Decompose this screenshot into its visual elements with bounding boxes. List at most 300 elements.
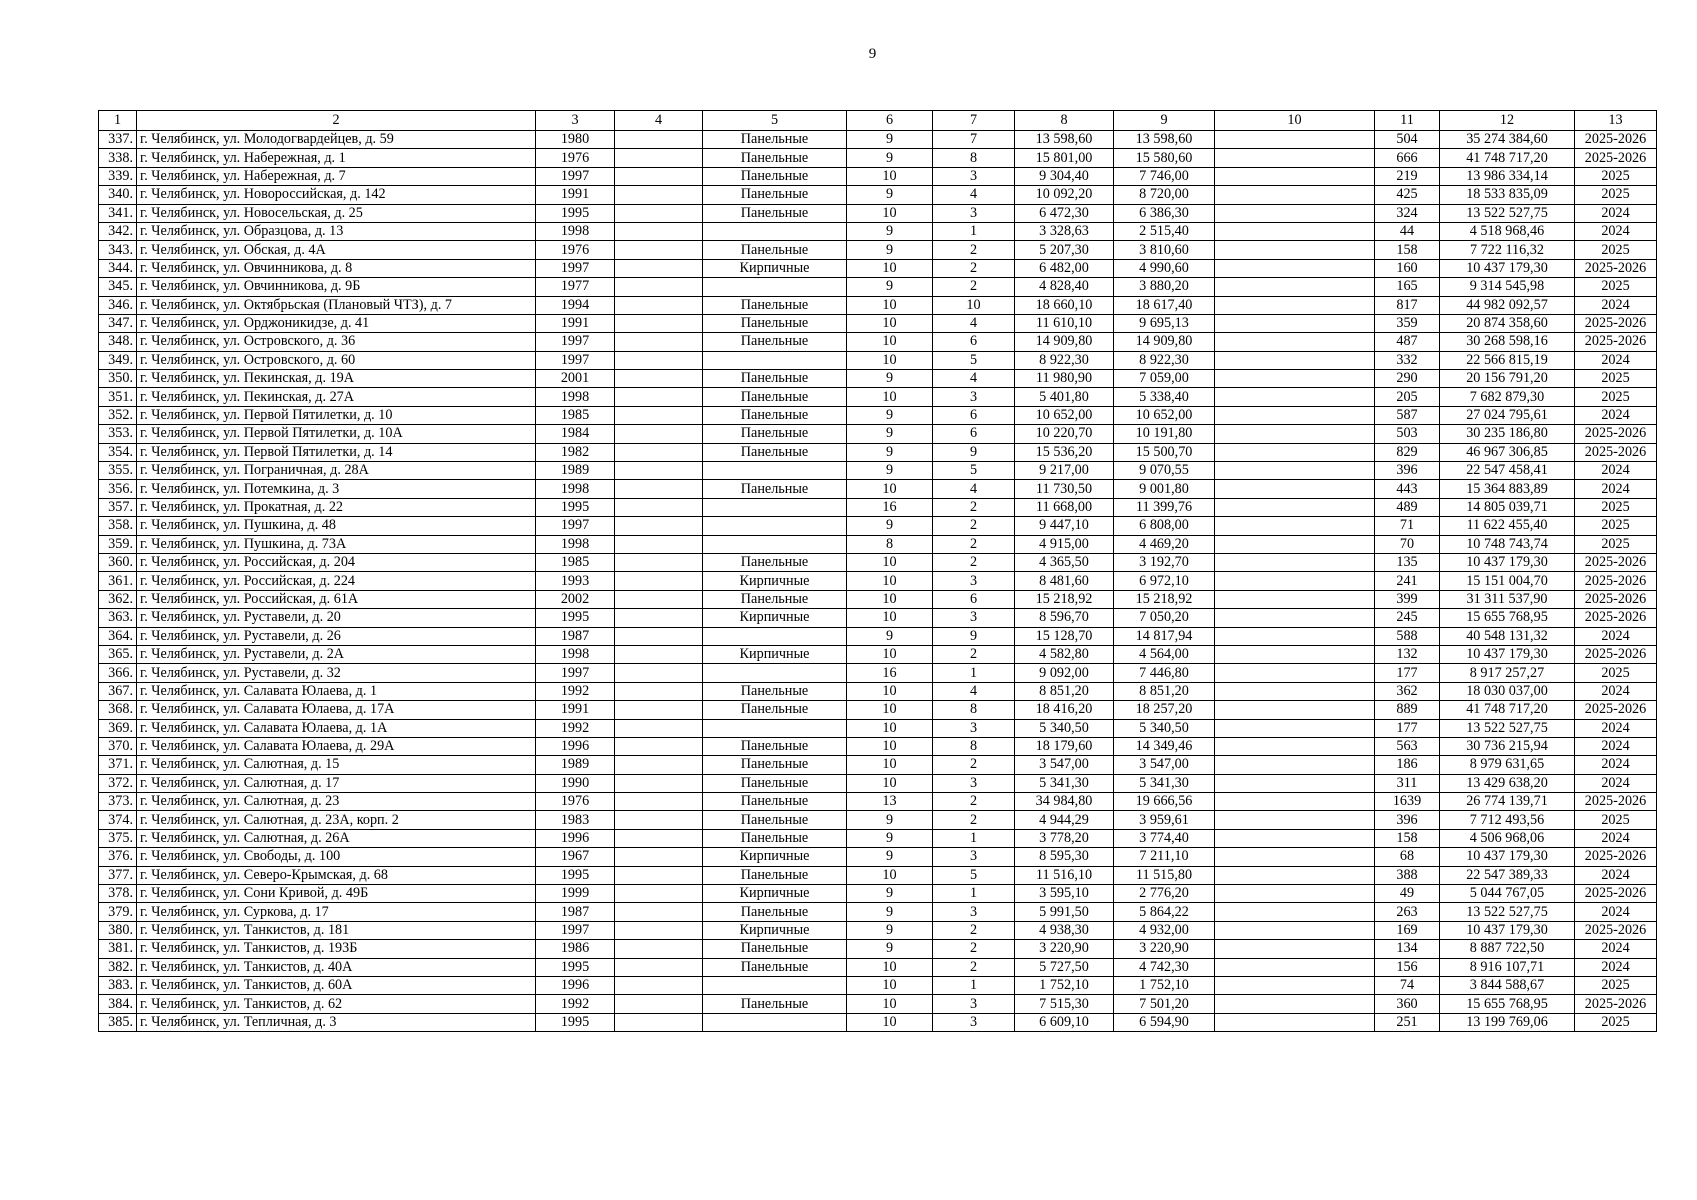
column-header-2: 2: [137, 111, 536, 131]
address-cell: г. Челябинск, ул. Потемкина, д. 3: [137, 480, 536, 498]
col-10-cell: [1215, 351, 1375, 369]
repair-cost-cell: 31 311 537,90: [1440, 590, 1575, 608]
residents-cell: 186: [1375, 756, 1440, 774]
residents-cell: 160: [1375, 259, 1440, 277]
living-area-cell: 8 851,20: [1114, 682, 1215, 700]
col-10-cell: [1215, 627, 1375, 645]
floors-cell: 10: [847, 609, 933, 627]
col-4-cell: [615, 370, 703, 388]
living-area-cell: 3 880,20: [1114, 278, 1215, 296]
row-number-cell: 366.: [99, 664, 137, 682]
repair-cost-cell: 15 655 768,95: [1440, 609, 1575, 627]
total-area-cell: 10 652,00: [1015, 406, 1114, 424]
residents-cell: 362: [1375, 682, 1440, 700]
row-number-cell: 346.: [99, 296, 137, 314]
floors-cell: 9: [847, 222, 933, 240]
wall-material-cell: [703, 222, 847, 240]
row-number-cell: 372.: [99, 774, 137, 792]
living-area-cell: 5 340,50: [1114, 719, 1215, 737]
row-number-cell: 376.: [99, 848, 137, 866]
table-row: [99, 976, 1657, 994]
floors-cell: 9: [847, 149, 933, 167]
total-area-cell: 1 752,10: [1015, 976, 1114, 994]
repair-period-cell: 2025-2026: [1575, 645, 1657, 663]
floors-cell: 9: [847, 940, 933, 958]
repair-period-cell: 2025-2026: [1575, 149, 1657, 167]
total-area-cell: 9 092,00: [1015, 664, 1114, 682]
living-area-cell: 14 909,80: [1114, 333, 1215, 351]
residents-cell: 503: [1375, 425, 1440, 443]
address-cell: г. Челябинск, ул. Сони Кривой, д. 49Б: [137, 885, 536, 903]
living-area-cell: 3 192,70: [1114, 553, 1215, 571]
repair-cost-cell: 13 522 527,75: [1440, 903, 1575, 921]
table-row: [99, 572, 1657, 590]
residents-cell: 1639: [1375, 793, 1440, 811]
repair-cost-cell: 10 437 179,30: [1440, 553, 1575, 571]
residents-cell: 311: [1375, 774, 1440, 792]
living-area-cell: 4 564,00: [1114, 645, 1215, 663]
col-4-cell: [615, 774, 703, 792]
row-number-cell: 338.: [99, 149, 137, 167]
total-area-cell: 3 328,63: [1015, 222, 1114, 240]
address-cell: г. Челябинск, ул. Суркова, д. 17: [137, 903, 536, 921]
repair-cost-cell: 15 151 004,70: [1440, 572, 1575, 590]
table-row: [99, 278, 1657, 296]
col-4-cell: [615, 609, 703, 627]
entrances-cell: 2: [933, 958, 1015, 976]
row-number-cell: 342.: [99, 222, 137, 240]
build-year-cell: 1996: [536, 976, 615, 994]
col-4-cell: [615, 259, 703, 277]
build-year-cell: 1995: [536, 498, 615, 516]
address-cell: г. Челябинск, ул. Пекинская, д. 19А: [137, 370, 536, 388]
address-cell: г. Челябинск, ул. Овчинникова, д. 9Б: [137, 278, 536, 296]
living-area-cell: 15 500,70: [1114, 443, 1215, 461]
wall-material-cell: Панельные: [703, 829, 847, 847]
col-10-cell: [1215, 737, 1375, 755]
living-area-cell: 8 720,00: [1114, 186, 1215, 204]
total-area-cell: 15 128,70: [1015, 627, 1114, 645]
repair-cost-cell: 30 268 598,16: [1440, 333, 1575, 351]
repair-cost-cell: 27 024 795,61: [1440, 406, 1575, 424]
row-number-cell: 374.: [99, 811, 137, 829]
residents-cell: 135: [1375, 553, 1440, 571]
col-4-cell: [615, 829, 703, 847]
floors-cell: 10: [847, 167, 933, 185]
living-area-cell: 11 399,76: [1114, 498, 1215, 516]
row-number-cell: 371.: [99, 756, 137, 774]
total-area-cell: 4 365,50: [1015, 553, 1114, 571]
col-4-cell: [615, 940, 703, 958]
col-4-cell: [615, 793, 703, 811]
table-row: [99, 811, 1657, 829]
column-header-10: 10: [1215, 111, 1375, 131]
col-10-cell: [1215, 498, 1375, 516]
column-header-1: 1: [99, 111, 137, 131]
col-10-cell: [1215, 204, 1375, 222]
entrances-cell: 1: [933, 976, 1015, 994]
col-10-cell: [1215, 645, 1375, 663]
col-4-cell: [615, 811, 703, 829]
column-header-6: 6: [847, 111, 933, 131]
floors-cell: 10: [847, 572, 933, 590]
entrances-cell: 3: [933, 204, 1015, 222]
address-cell: г. Челябинск, ул. Танкистов, д. 181: [137, 921, 536, 939]
row-number-cell: 379.: [99, 903, 137, 921]
total-area-cell: 4 938,30: [1015, 921, 1114, 939]
repair-period-cell: 2024: [1575, 958, 1657, 976]
repair-period-cell: 2024: [1575, 940, 1657, 958]
build-year-cell: 1996: [536, 829, 615, 847]
repair-period-cell: 2025-2026: [1575, 590, 1657, 608]
entrances-cell: 6: [933, 425, 1015, 443]
total-area-cell: 18 416,20: [1015, 701, 1114, 719]
entrances-cell: 4: [933, 480, 1015, 498]
entrances-cell: 2: [933, 535, 1015, 553]
repair-cost-cell: 22 547 458,41: [1440, 462, 1575, 480]
repair-period-cell: 2024: [1575, 829, 1657, 847]
row-number-cell: 385.: [99, 1013, 137, 1031]
col-10-cell: [1215, 572, 1375, 590]
repair-cost-cell: 41 748 717,20: [1440, 149, 1575, 167]
wall-material-cell: Панельные: [703, 903, 847, 921]
address-cell: г. Челябинск, ул. Новосельская, д. 25: [137, 204, 536, 222]
total-area-cell: 14 909,80: [1015, 333, 1114, 351]
living-area-cell: 6 386,30: [1114, 204, 1215, 222]
wall-material-cell: Панельные: [703, 131, 847, 149]
col-4-cell: [615, 572, 703, 590]
col-10-cell: [1215, 866, 1375, 884]
wall-material-cell: [703, 976, 847, 994]
row-number-cell: 339.: [99, 167, 137, 185]
col-10-cell: [1215, 682, 1375, 700]
living-area-cell: 4 990,60: [1114, 259, 1215, 277]
total-area-cell: 18 660,10: [1015, 296, 1114, 314]
wall-material-cell: Панельные: [703, 296, 847, 314]
col-4-cell: [615, 756, 703, 774]
table-row: [99, 590, 1657, 608]
living-area-cell: 6 594,90: [1114, 1013, 1215, 1031]
total-area-cell: 11 610,10: [1015, 314, 1114, 332]
build-year-cell: 1995: [536, 204, 615, 222]
wall-material-cell: Панельные: [703, 425, 847, 443]
residents-cell: 487: [1375, 333, 1440, 351]
floors-cell: 9: [847, 811, 933, 829]
col-4-cell: [615, 976, 703, 994]
col-4-cell: [615, 149, 703, 167]
floors-cell: 10: [847, 701, 933, 719]
repair-period-cell: 2025-2026: [1575, 259, 1657, 277]
col-10-cell: [1215, 848, 1375, 866]
wall-material-cell: Кирпичные: [703, 921, 847, 939]
repair-cost-cell: 7 712 493,56: [1440, 811, 1575, 829]
col-4-cell: [615, 480, 703, 498]
total-area-cell: 3 595,10: [1015, 885, 1114, 903]
repair-cost-cell: 14 805 039,71: [1440, 498, 1575, 516]
repair-cost-cell: 10 437 179,30: [1440, 645, 1575, 663]
wall-material-cell: Панельные: [703, 149, 847, 167]
living-area-cell: 7 050,20: [1114, 609, 1215, 627]
residents-cell: 158: [1375, 829, 1440, 847]
col-10-cell: [1215, 719, 1375, 737]
floors-cell: 10: [847, 388, 933, 406]
wall-material-cell: Панельные: [703, 553, 847, 571]
repair-period-cell: 2024: [1575, 719, 1657, 737]
floors-cell: 10: [847, 351, 933, 369]
entrances-cell: 2: [933, 517, 1015, 535]
total-area-cell: 9 304,40: [1015, 167, 1114, 185]
entrances-cell: 1: [933, 829, 1015, 847]
living-area-cell: 1 752,10: [1114, 976, 1215, 994]
table-body: [99, 131, 1657, 1032]
table-row: [99, 388, 1657, 406]
total-area-cell: 34 984,80: [1015, 793, 1114, 811]
table-row: [99, 186, 1657, 204]
table-row: [99, 498, 1657, 516]
residents-cell: 360: [1375, 995, 1440, 1013]
repair-cost-cell: 20 874 358,60: [1440, 314, 1575, 332]
entrances-cell: 3: [933, 848, 1015, 866]
repair-period-cell: 2025-2026: [1575, 425, 1657, 443]
floors-cell: 10: [847, 756, 933, 774]
build-year-cell: 1996: [536, 737, 615, 755]
total-area-cell: 5 207,30: [1015, 241, 1114, 259]
entrances-cell: 3: [933, 1013, 1015, 1031]
wall-material-cell: Панельные: [703, 774, 847, 792]
total-area-cell: 6 482,00: [1015, 259, 1114, 277]
repair-cost-cell: 15 655 768,95: [1440, 995, 1575, 1013]
floors-cell: 10: [847, 774, 933, 792]
address-cell: г. Челябинск, ул. Пушкина, д. 48: [137, 517, 536, 535]
table-row: [99, 995, 1657, 1013]
living-area-cell: 19 666,56: [1114, 793, 1215, 811]
entrances-cell: 6: [933, 333, 1015, 351]
col-4-cell: [615, 701, 703, 719]
residents-cell: 70: [1375, 535, 1440, 553]
living-area-cell: 3 810,60: [1114, 241, 1215, 259]
wall-material-cell: Панельные: [703, 737, 847, 755]
col-4-cell: [615, 167, 703, 185]
wall-material-cell: [703, 351, 847, 369]
page-number: 9: [868, 46, 877, 62]
build-year-cell: 1976: [536, 149, 615, 167]
total-area-cell: 9 217,00: [1015, 462, 1114, 480]
col-4-cell: [615, 333, 703, 351]
row-number-cell: 352.: [99, 406, 137, 424]
floors-cell: 9: [847, 278, 933, 296]
column-header-12: 12: [1440, 111, 1575, 131]
repair-cost-cell: 22 547 389,33: [1440, 866, 1575, 884]
repair-period-cell: 2025-2026: [1575, 333, 1657, 351]
entrances-cell: 4: [933, 370, 1015, 388]
address-cell: г. Челябинск, ул. Салютная, д. 23А, корп. 2: [137, 811, 536, 829]
residents-cell: 666: [1375, 149, 1440, 167]
residents-cell: 132: [1375, 645, 1440, 663]
residents-cell: 134: [1375, 940, 1440, 958]
repair-cost-cell: 13 522 527,75: [1440, 204, 1575, 222]
living-area-cell: 4 469,20: [1114, 535, 1215, 553]
repair-cost-cell: 20 156 791,20: [1440, 370, 1575, 388]
repair-period-cell: 2025-2026: [1575, 885, 1657, 903]
entrances-cell: 3: [933, 572, 1015, 590]
wall-material-cell: Кирпичные: [703, 848, 847, 866]
floors-cell: 10: [847, 480, 933, 498]
residents-cell: 587: [1375, 406, 1440, 424]
entrances-cell: 6: [933, 406, 1015, 424]
col-4-cell: [615, 664, 703, 682]
residents-cell: 396: [1375, 462, 1440, 480]
table-row: [99, 609, 1657, 627]
floors-cell: 9: [847, 627, 933, 645]
address-cell: г. Челябинск, ул. Танкистов, д. 62: [137, 995, 536, 1013]
build-year-cell: 1998: [536, 535, 615, 553]
col-10-cell: [1215, 553, 1375, 571]
floors-cell: 9: [847, 443, 933, 461]
col-10-cell: [1215, 590, 1375, 608]
col-4-cell: [615, 958, 703, 976]
entrances-cell: 2: [933, 645, 1015, 663]
col-10-cell: [1215, 443, 1375, 461]
entrances-cell: 3: [933, 719, 1015, 737]
floors-cell: 10: [847, 645, 933, 663]
column-header-8: 8: [1015, 111, 1114, 131]
residents-cell: 563: [1375, 737, 1440, 755]
entrances-cell: 2: [933, 553, 1015, 571]
wall-material-cell: Панельные: [703, 701, 847, 719]
living-area-cell: 10 652,00: [1114, 406, 1215, 424]
living-area-cell: 4 742,30: [1114, 958, 1215, 976]
entrances-cell: 2: [933, 811, 1015, 829]
table-row: [99, 774, 1657, 792]
table-row: [99, 719, 1657, 737]
repair-period-cell: 2025-2026: [1575, 572, 1657, 590]
wall-material-cell: Панельные: [703, 370, 847, 388]
col-4-cell: [615, 186, 703, 204]
total-area-cell: 4 828,40: [1015, 278, 1114, 296]
repair-cost-cell: 7 682 879,30: [1440, 388, 1575, 406]
build-year-cell: 1986: [536, 940, 615, 958]
floors-cell: 16: [847, 664, 933, 682]
residents-cell: 71: [1375, 517, 1440, 535]
table-row: [99, 222, 1657, 240]
build-year-cell: 1995: [536, 609, 615, 627]
row-number-cell: 383.: [99, 976, 137, 994]
build-year-cell: 1997: [536, 167, 615, 185]
col-10-cell: [1215, 535, 1375, 553]
wall-material-cell: Кирпичные: [703, 572, 847, 590]
table-row: [99, 848, 1657, 866]
repair-cost-cell: 26 774 139,71: [1440, 793, 1575, 811]
row-number-cell: 343.: [99, 241, 137, 259]
row-number-cell: 358.: [99, 517, 137, 535]
col-10-cell: [1215, 940, 1375, 958]
entrances-cell: 8: [933, 737, 1015, 755]
col-10-cell: [1215, 811, 1375, 829]
table-row: [99, 737, 1657, 755]
table-row: [99, 517, 1657, 535]
wall-material-cell: Кирпичные: [703, 609, 847, 627]
build-year-cell: 2001: [536, 370, 615, 388]
row-number-cell: 381.: [99, 940, 137, 958]
row-number-cell: 384.: [99, 995, 137, 1013]
col-4-cell: [615, 535, 703, 553]
row-number-cell: 340.: [99, 186, 137, 204]
living-area-cell: 7 501,20: [1114, 995, 1215, 1013]
wall-material-cell: Панельные: [703, 333, 847, 351]
address-cell: г. Челябинск, ул. Пушкина, д. 73А: [137, 535, 536, 553]
table-row: [99, 443, 1657, 461]
build-year-cell: 1987: [536, 627, 615, 645]
row-number-cell: 354.: [99, 443, 137, 461]
col-10-cell: [1215, 388, 1375, 406]
address-cell: г. Челябинск, ул. Октябрьская (Плановый ЧТЗ), д. 7: [137, 296, 536, 314]
total-area-cell: 3 547,00: [1015, 756, 1114, 774]
total-area-cell: 13 598,60: [1015, 131, 1114, 149]
table-row: [99, 259, 1657, 277]
address-cell: г. Челябинск, ул. Молодогвардейцев, д. 59: [137, 131, 536, 149]
residents-cell: 290: [1375, 370, 1440, 388]
table-row: [99, 149, 1657, 167]
address-cell: г. Челябинск, ул. Свободы, д. 100: [137, 848, 536, 866]
floors-cell: 10: [847, 958, 933, 976]
entrances-cell: 2: [933, 259, 1015, 277]
repair-period-cell: 2025-2026: [1575, 553, 1657, 571]
address-cell: г. Челябинск, ул. Первой Пятилетки, д. 10А: [137, 425, 536, 443]
repair-period-cell: 2024: [1575, 627, 1657, 645]
repair-cost-cell: 44 982 092,57: [1440, 296, 1575, 314]
col-4-cell: [615, 222, 703, 240]
floors-cell: 9: [847, 517, 933, 535]
repair-period-cell: 2025-2026: [1575, 609, 1657, 627]
col-10-cell: [1215, 829, 1375, 847]
build-year-cell: 1989: [536, 462, 615, 480]
residents-cell: 68: [1375, 848, 1440, 866]
build-year-cell: 1994: [536, 296, 615, 314]
residents-cell: 158: [1375, 241, 1440, 259]
total-area-cell: 11 730,50: [1015, 480, 1114, 498]
row-number-cell: 347.: [99, 314, 137, 332]
row-number-cell: 382.: [99, 958, 137, 976]
repair-cost-cell: 4 518 968,46: [1440, 222, 1575, 240]
residents-cell: 44: [1375, 222, 1440, 240]
floors-cell: 9: [847, 241, 933, 259]
floors-cell: 10: [847, 976, 933, 994]
floors-cell: 10: [847, 553, 933, 571]
col-4-cell: [615, 498, 703, 516]
repair-cost-cell: 3 844 588,67: [1440, 976, 1575, 994]
address-cell: г. Челябинск, ул. Российская, д. 224: [137, 572, 536, 590]
build-year-cell: 1997: [536, 921, 615, 939]
repair-cost-cell: 7 722 116,32: [1440, 241, 1575, 259]
repair-period-cell: 2025: [1575, 535, 1657, 553]
living-area-cell: 3 220,90: [1114, 940, 1215, 958]
build-year-cell: 1983: [536, 811, 615, 829]
col-4-cell: [615, 462, 703, 480]
residents-cell: 332: [1375, 351, 1440, 369]
residents-cell: 489: [1375, 498, 1440, 516]
repair-period-cell: 2024: [1575, 774, 1657, 792]
col-4-cell: [615, 645, 703, 663]
repair-cost-cell: 30 736 215,94: [1440, 737, 1575, 755]
floors-cell: 13: [847, 793, 933, 811]
address-cell: г. Челябинск, ул. Пограничная, д. 28А: [137, 462, 536, 480]
repair-cost-cell: 18 533 835,09: [1440, 186, 1575, 204]
row-number-cell: 364.: [99, 627, 137, 645]
repair-period-cell: 2025-2026: [1575, 848, 1657, 866]
column-header-7: 7: [933, 111, 1015, 131]
address-cell: г. Челябинск, ул. Овчинникова, д. 8: [137, 259, 536, 277]
row-number-cell: 361.: [99, 572, 137, 590]
